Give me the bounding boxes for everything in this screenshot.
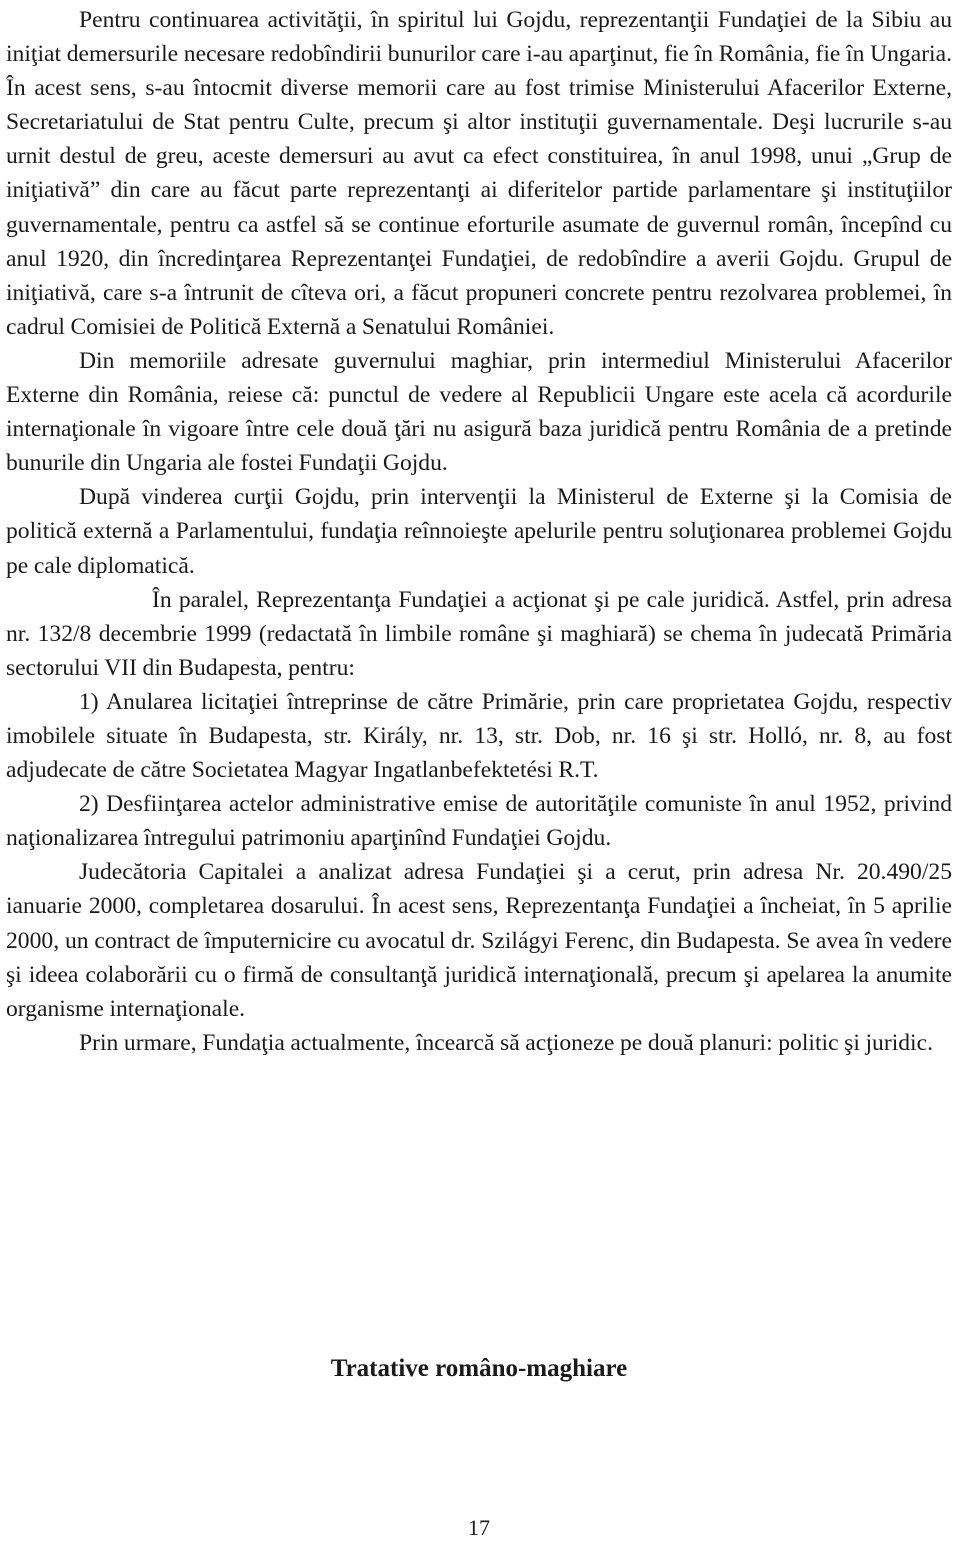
section-heading: Tratative româno-maghiare (330, 1355, 628, 1382)
paragraph-vinderea-curtii: După vinderea curţii Gojdu, prin intervenţii la Ministerul de Externe şi la Comisia de politică externă a Parlamentului, fundaţia reînnoieşte apelurile pentru soluţionarea problemei Gojdu pe cale diplomatică. (6, 484, 952, 579)
body-text (6, 3, 952, 1060)
paragraph-gojdu-demersuri: Pentru continuarea activităţii, în spiritul lui Gojdu, reprezentanţii Fundaţiei de la Sibiu au iniţiat demersurile necesare redobîndirii bunurilor care i-au aparţinut, fie în România, fie în Ungaria. În acest sens, s-au întocmit diverse memorii care au fost trimise Ministerului Afacerilor Externe, Secretariatului de Stat pentru Culte, precum şi altor instituţii guvernamentale. Deşi lucrurile s-au urnit destul de greu, aceste demersuri au avut ca efect constituirea, în anul 1998, unui „Grup de iniţiativă” din care au făcut parte reprezentanţi ai diferitelor partide parlamentare şi instituţiilor guvernamentale, pentru ca astfel să se continue eforturile asumate de guvernul român, începînd cu anul 1920, din încredinţarea Reprezentanţei Fundaţiei, de redobîndire a averii Gojdu. Grupul de iniţiativă, care s-a întrunit de cîteva ori, a făcut propuneri concrete pentru rezolvarea problemei, în cadrul Comisiei de Politică Externă a Senatului României. (6, 7, 952, 340)
paragraph-cale-juridica: În paralel, Reprezentanţa Fundaţiei a acţionat şi pe cale juridică. Astfel, prin adresa nr. 132/8 decembrie 1999 (redactată în limbile române şi maghiară) se chema în judecată Primăria sectorului VII din Budapesta, pentru: (6, 586, 952, 681)
paragraph-memorii-guvern-maghiar: Din memoriile adresate guvernului maghiar, prin intermediul Ministerului Afacerilor Externe din România, reiese că: punctul de vedere al Republicii Ungare este acela că acordurile internaţionale în vigoare între cele două ţări nu asigură baza juridică pentru România de a pretinde bunurile din Ungaria ale fostei Fundaţii Gojdu. (6, 347, 952, 477)
paragraph-judecatoria-capitalei: Judecătoria Capitalei a analizat adresa Fundaţiei şi a cerut, prin adresa Nr. 20.490/25 ianuarie 2000, completarea dosarului. În acest sens, Reprezentanţa Fundaţiei a încheiat, în 5 aprilie 2000, un contract de împuternicire cu avocatul dr. Szilágyi Ferenc, din Budapesta. Se avea în vedere şi ideea colaborării cu o firmă de consultanţă juridică internaţională, precum şi apelarea la anumite organisme internaţionale. (6, 859, 952, 1022)
document-page (6, 0, 952, 1540)
list-item-anularea-licitatiei: 1) Anularea licitaţiei întreprinse de către Primărie, prin care proprietatea Gojdu, respectiv imobilele situate în Budapesta, str. Király, nr. 13, str. Dob, nr. 16 şi str. Holló, nr. 8, au fost adjudecate de către Societatea Magyar Ingatlanbefektetési R.T. (6, 688, 952, 784)
page-number: 17 (468, 1515, 490, 1540)
list-item-desfiintarea-actelor: 2) Desfiinţarea actelor administrative emise de autorităţile comuniste în anul 1952, privind naţionalizarea întregului patrimoniu aparţinînd Fundaţiei Gojdu. (6, 791, 952, 852)
paragraph-concluzie: Prin urmare, Fundaţia actualmente, încearcă să acţioneze pe două planuri: politic şi juridic. (79, 1029, 933, 1056)
